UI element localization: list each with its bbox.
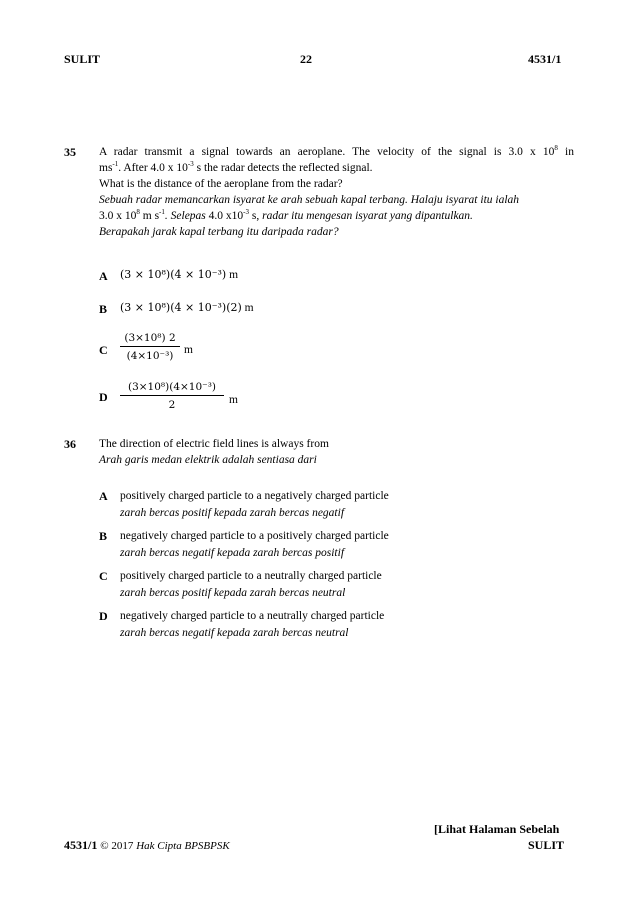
next-page-note: [Lihat Halaman Sebelah <box>434 822 560 836</box>
q36-option-a <box>120 488 389 522</box>
q35-option-b-letter: B <box>99 302 108 316</box>
q35-option-c-unit: m <box>184 344 193 356</box>
question-36-number: 36 <box>64 437 76 451</box>
q35-en-line-2: $ms^{-1}$. After 4.0 x $10^{-3}$ s the radar detects the reflected signal. <box>99 160 373 174</box>
q35-ms-line-1: Sebuah radar memancarkan isyarat ke arah sebuah kapal terbang. Halaju isyarat itu ialah <box>99 194 520 206</box>
q36-ms: Arah garis medan elektrik adalah sentiasa dari <box>99 454 317 466</box>
q36-option-c-en: positively charged particle to a neutrally charged particle <box>120 570 382 582</box>
q36-option-c-letter: C <box>99 569 108 583</box>
q35-option-a <box>120 268 238 281</box>
q35-option-a-letter: A <box>99 269 108 283</box>
q36-option-c <box>120 568 382 602</box>
q36-option-b <box>120 528 389 562</box>
q35-option-d-numerator: (3×10⁸)(4×10⁻³) <box>127 381 217 393</box>
q36-option-a-letter: A <box>99 489 108 503</box>
q36-en: The direction of electric field lines is always from <box>99 438 329 450</box>
q36-option-b-letter: B <box>99 529 108 543</box>
q35-option-d-unit: m <box>229 394 238 406</box>
footer-code: 4531/1 <box>64 838 98 852</box>
fraction-bar <box>120 346 180 347</box>
question-35-number: 35 <box>64 145 76 159</box>
header-right: 4531/1 <box>528 52 562 66</box>
q36-option-d <box>120 608 384 642</box>
q35-option-a-expr: (3 × 10⁸)(4 × 10⁻³) <box>120 268 227 281</box>
q35-option-c-denominator: (4×10⁻³) <box>126 350 174 362</box>
footer-copyright: © 2017 <box>100 840 134 852</box>
q36-option-b-ms: zarah bercas negatif kepada zarah bercas positif <box>120 547 345 559</box>
q36-option-a-en: positively charged particle to a negatively charged particle <box>120 490 389 502</box>
q36-option-d-letter: D <box>99 609 108 623</box>
q35-ms-line-3: Berapakah jarak kapal terbang itu daripada radar? <box>99 226 339 238</box>
fraction-bar <box>120 395 224 396</box>
question-35-text <box>99 144 574 240</box>
header-left: SULIT <box>64 52 101 66</box>
q35-en-line-3: What is the distance of the aeroplane from the radar? <box>99 178 343 190</box>
q35-option-c-numerator: (3×10⁸) 2 <box>124 332 176 344</box>
q35-option-d-letter: D <box>99 390 108 404</box>
footer-sulit: SULIT <box>528 838 565 852</box>
page-number: 22 <box>300 52 312 66</box>
q36-option-d-ms: zarah bercas negatif kepada zarah bercas neutral <box>120 627 349 639</box>
q36-option-b-en: negatively charged particle to a positively charged particle <box>120 530 389 542</box>
q35-option-d-fraction <box>120 380 224 412</box>
footer-publisher: Hak Cipta BPSBPSK <box>136 840 230 852</box>
q35-option-b-unit: m <box>244 302 254 314</box>
q35-option-c-letter: C <box>99 343 108 357</box>
q35-en-line-1: A radar transmit a signal towards an aeroplane. The velocity of the signal is 3.0 x $10^8$ in <box>99 144 574 158</box>
q35-ms-line-2: 3.0 x $10^8$ m $s^{-1}$. Selepas 4.0 $x10^{-3}$ s, radar itu mengesan isyarat yang dipantulkan. <box>99 208 473 222</box>
q35-option-d-denominator: 2 <box>168 399 176 411</box>
q35-option-b <box>120 301 254 314</box>
q36-option-c-ms: zarah bercas positif kepada zarah bercas neutral <box>120 587 346 599</box>
q35-option-a-unit: m <box>229 269 239 281</box>
q36-option-a-ms: zarah bercas positif kepada zarah bercas negatif <box>120 507 345 519</box>
q35-option-c-fraction <box>120 331 180 363</box>
q35-option-b-expr: (3 × 10⁸)(4 × 10⁻³)(2) <box>120 301 242 314</box>
q36-option-d-en: negatively charged particle to a neutrally charged particle <box>120 610 385 622</box>
footer-left <box>64 838 230 853</box>
question-36-text <box>99 436 574 468</box>
